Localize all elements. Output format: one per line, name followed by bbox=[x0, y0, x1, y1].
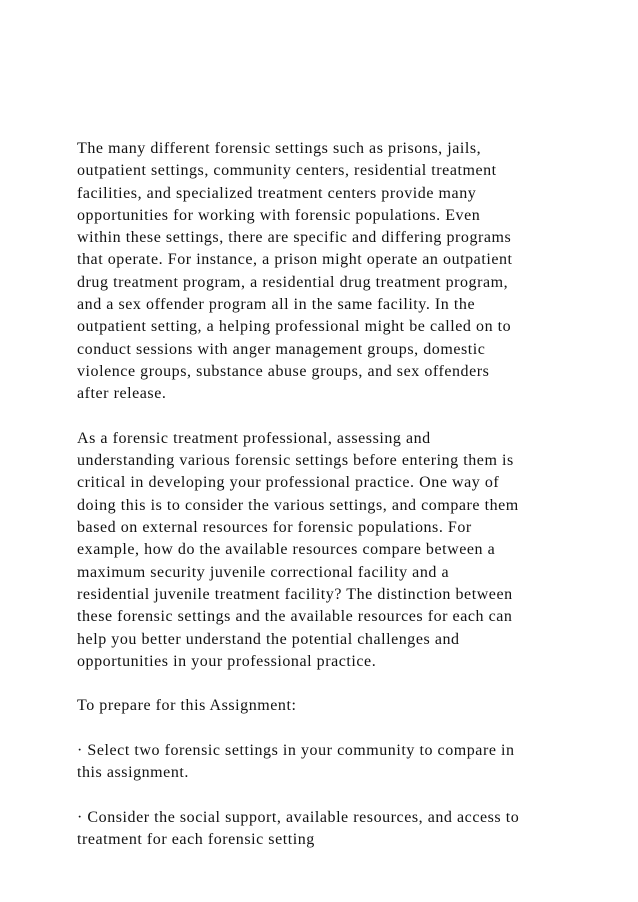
paragraph-spacer bbox=[77, 718, 577, 740]
text-line: opportunities in your professional practice. bbox=[77, 652, 377, 670]
text-line: after release. bbox=[77, 385, 167, 403]
text-line: this assignment. bbox=[77, 764, 189, 782]
text-line: · Consider the social support, available resources, and access to bbox=[77, 808, 520, 826]
document-body bbox=[77, 138, 577, 852]
text-line: outpatient settings, community centers, residential treatment bbox=[77, 162, 497, 180]
paragraph-spacer bbox=[77, 406, 577, 428]
text-line: conduct sessions with anger management groups, domestic bbox=[77, 340, 486, 358]
text-line: and a sex offender program all in the same facility. In the bbox=[77, 296, 476, 314]
text-line: example, how do the available resources compare between a bbox=[77, 541, 496, 559]
text-line: residential juvenile treatment facility? The distinction between bbox=[77, 585, 513, 603]
text-line: that operate. For instance, a prison might operate an outpatient bbox=[77, 251, 513, 269]
paragraph-intro bbox=[77, 138, 577, 406]
paragraph-spacer bbox=[77, 673, 577, 695]
paragraph-assessment bbox=[77, 428, 577, 673]
text-line: violence groups, substance abuse groups, and sex offenders bbox=[77, 362, 490, 380]
text-line: understanding various forensic settings before entering them is bbox=[77, 452, 514, 470]
text-line: As a forensic treatment professional, assessing and bbox=[77, 429, 431, 447]
text-line: drug treatment program, a residential drug treatment program, bbox=[77, 273, 509, 291]
text-line: opportunities for working with forensic populations. Even bbox=[77, 206, 481, 224]
bullet-item-consider-support bbox=[77, 807, 577, 852]
text-line: treatment for each forensic setting bbox=[77, 831, 315, 849]
text-line: outpatient setting, a helping professional might be called on to bbox=[77, 318, 512, 336]
text-line: maximum security juvenile correctional facility and a bbox=[77, 563, 450, 581]
paragraph-spacer bbox=[77, 785, 577, 807]
text-line: The many different forensic settings such as prisons, jails, bbox=[77, 140, 482, 157]
text-line: based on external resources for forensic populations. For bbox=[77, 519, 472, 537]
section-heading: To prepare for this Assignment: bbox=[77, 697, 297, 715]
text-line: facilities, and specialized treatment centers provide many bbox=[77, 184, 477, 202]
text-line: doing this is to consider the various settings, and compare them bbox=[77, 496, 519, 514]
text-line: help you better understand the potential challenges and bbox=[77, 630, 460, 648]
text-line: these forensic settings and the available resources for each can bbox=[77, 608, 513, 626]
text-line: · Select two forensic settings in your community to compare in bbox=[77, 742, 515, 760]
text-line: within these settings, there are specific and differing programs bbox=[77, 229, 512, 247]
bullet-item-select-settings bbox=[77, 740, 577, 785]
text-line: critical in developing your professional practice. One way of bbox=[77, 474, 500, 492]
